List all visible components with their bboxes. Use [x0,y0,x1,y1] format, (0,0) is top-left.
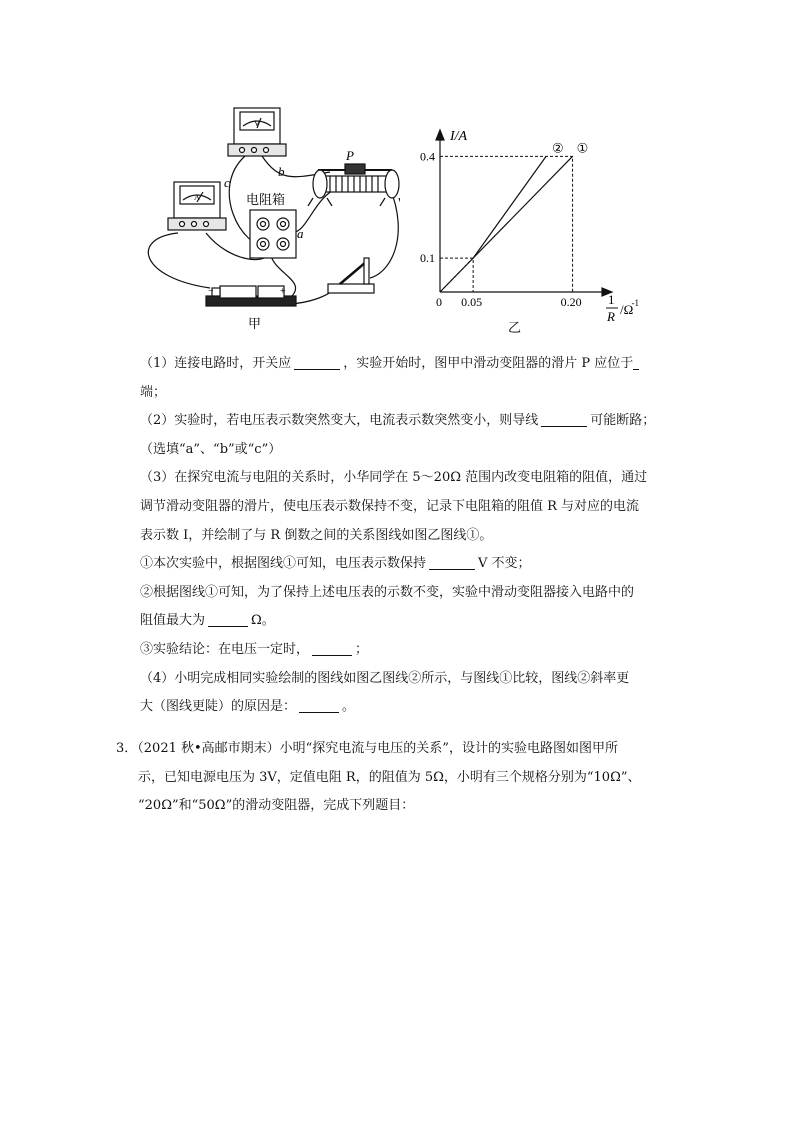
problem3-line2: 示，已知电源电压为 3V，定值电阻 R，的阻值为 5Ω，小明有三个规格分别为“10Ω”、 [138,769,641,785]
problem3-line1: 3．（2021 秋•高邮市期末）小明“探究电流与电压的关系”，设计的实验电路图如图甲所 [116,741,618,756]
wire-label-c: c [224,175,230,190]
battery-plus: + [280,286,286,297]
q3-s3-text-a: ③实验结论：在电压一定时， [140,641,310,657]
q3-text-l3: 表示数 I，并绘制了与 R 倒数之间的关系图线如图乙图线①。 [140,527,493,543]
wire-rheostat-switch [370,188,398,278]
q1-blank-switch[interactable] [294,353,340,370]
q3-line1 [140,464,680,493]
q4-line1 [140,665,680,694]
q3-sub2-line1 [140,579,680,608]
y-axis-arrow [436,130,444,140]
series-2-line [473,156,546,258]
wire-ammeter-left [148,233,210,288]
q3-blank-voltage[interactable] [429,553,475,570]
circuit-diagram-jia [130,98,400,343]
slider-label-p: P [346,148,354,163]
x-tick-label-1: 0.05 [461,295,483,309]
q3-sub1 [140,550,680,579]
q4-blank-reason[interactable] [299,696,339,713]
q3-s1-text-b: V 不变； [478,556,531,572]
problem-3 [116,735,686,821]
ammeter [168,182,226,230]
resistance-box-label: 电阻箱 [246,193,286,208]
problem3-line3: “20Ω”和“50Ω”的滑动变阻器，完成下列题目： [138,798,415,814]
q3-sub3 [140,636,680,665]
q3-line3 [140,522,680,551]
q2-text-a: （2）实验时，若电压表示数突然变大，电流表示数突然变小，则导线 [140,413,539,429]
q4-text-l1: （4）小明完成相同实验绘制的图线如图乙图线②所示，与图线①比较，图线②斜率更 [140,670,630,686]
switch [328,258,374,293]
y-tick-label-2: 0.4 [420,149,435,164]
q3-s3-text-b: ； [355,641,369,657]
x-label-unit: /Ω [620,302,634,317]
x-label-numerator: 1 [608,292,615,307]
y-axis-label: I/A [450,129,468,144]
q2-text-b: 可能断路； [590,413,656,429]
q1-line2 [140,379,680,408]
q3-s2-text-a: 阻值最大为 [140,613,206,629]
figure-caption-yi: 乙 [508,321,522,336]
q4-text-a: 大（图线更陡）的原因是： [140,699,297,715]
x-label-exponent: -1 [631,298,639,308]
x-tick-label-2: 0.20 [560,295,582,309]
q3-s2-text-l1: ②根据图线①可知，为了保持上述电压表的示数不变，实验中滑动变阻器接入电路中的 [140,584,635,600]
q4-line2 [140,693,680,722]
q3-s1-text-a: ①本次实验中，根据图线①可知，电压表示数保持 [140,556,427,572]
q3-text-l2: 调节滑动变阻器的滑片，使电压表示数保持不变，记录下电阻箱的阻值 R 与对应的电流 [140,498,640,514]
x-label-denominator: R [607,309,615,324]
q2-blank-wire[interactable] [541,410,587,427]
wire-label-a: a [297,226,304,241]
q1-text-a: （1）连接电路时，开关应 [140,356,292,371]
wire-label-b: b [278,164,285,179]
q3-line2 [140,493,680,522]
q3-sub2-line2 [140,607,680,636]
q2-line1 [140,407,680,436]
ammeter-letter: A [194,193,200,202]
q2-line2 [140,436,680,465]
voltmeter-letter: V [254,119,260,128]
q1-line1 [140,350,680,379]
y-tick-label-1: 0.1 [420,251,435,266]
q1-text-c: 端； [140,384,167,400]
battery-minus: − [208,286,214,297]
series-2-label: ② [552,140,564,156]
q4-text-b: 。 [342,699,356,715]
resistance-box [250,210,296,258]
q1-blank-end[interactable] [633,353,639,370]
figure-area [130,98,670,343]
q1-text-b: ，实验开始时，图甲中滑动变阻器的滑片 P 应位于 [343,356,634,371]
series-1-line [440,156,573,292]
q3-blank-conclusion[interactable] [312,639,352,656]
q3-text-l1: （3）在探究电流与电阻的关系时，小华同学在 5～20Ω 范围内改变电阻箱的阻值，通过 [140,470,648,486]
q3-blank-resistance[interactable] [208,610,248,627]
q3-s2-text-b: Ω。 [251,613,275,629]
figure-caption-jia: 甲 [248,317,262,332]
series-1-label: ① [576,140,589,156]
origin-label: 0 [436,295,442,309]
q2-text-c: （选填“a”、“b”或“c”） [140,441,282,457]
voltmeter [228,108,286,156]
graph-yi [400,98,640,343]
questions-block [140,350,680,722]
